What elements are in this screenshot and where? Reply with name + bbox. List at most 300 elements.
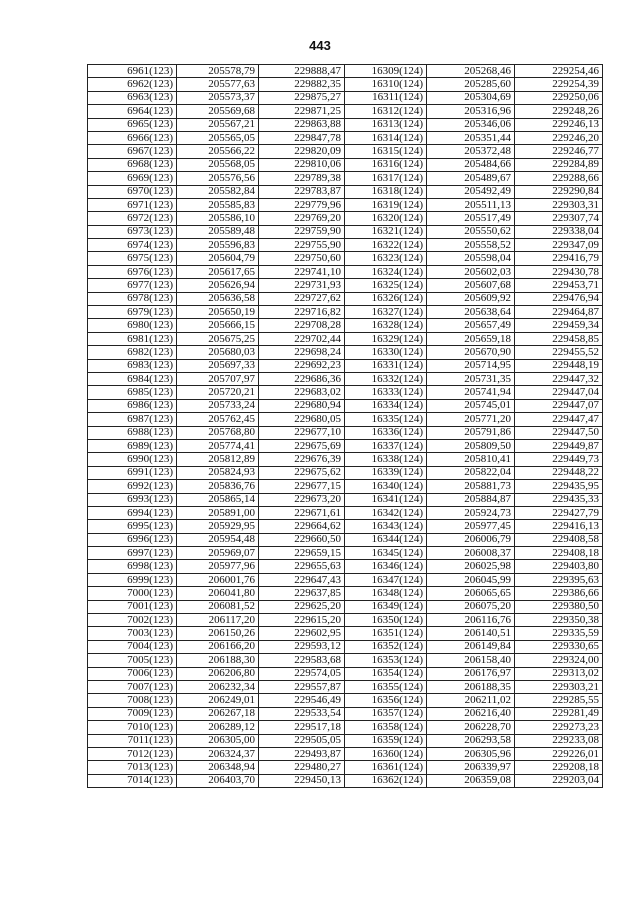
table-cell-y-left: 229755,90 bbox=[259, 239, 345, 252]
table-cell-point-id-right: 16347(124) bbox=[345, 573, 427, 586]
table-row bbox=[88, 252, 603, 265]
table-cell-y-right: 229395,63 bbox=[515, 573, 603, 586]
table-row bbox=[88, 372, 603, 385]
table-row bbox=[88, 587, 603, 600]
table-cell-x-left: 205650,19 bbox=[177, 306, 259, 319]
table-cell-point-id-left: 7000(123) bbox=[88, 587, 177, 600]
table-row bbox=[88, 332, 603, 345]
table-cell-point-id-right: 16324(124) bbox=[345, 265, 427, 278]
table-cell-y-right: 229338,04 bbox=[515, 225, 603, 238]
table-cell-x-left: 206188,30 bbox=[177, 654, 259, 667]
table-cell-x-left: 206305,00 bbox=[177, 734, 259, 747]
table-cell-x-right: 205489,67 bbox=[427, 172, 515, 185]
table-row bbox=[88, 654, 603, 667]
table-cell-y-right: 229248,26 bbox=[515, 105, 603, 118]
table-cell-y-left: 229677,10 bbox=[259, 426, 345, 439]
table-cell-point-id-left: 6975(123) bbox=[88, 252, 177, 265]
table-cell-y-right: 229273,23 bbox=[515, 721, 603, 734]
table-cell-y-left: 229702,44 bbox=[259, 332, 345, 345]
table-cell-x-left: 206117,20 bbox=[177, 614, 259, 627]
table-cell-y-left: 229675,69 bbox=[259, 439, 345, 452]
table-cell-y-left: 229505,05 bbox=[259, 734, 345, 747]
table-cell-x-left: 205589,48 bbox=[177, 225, 259, 238]
table-cell-point-id-right: 16353(124) bbox=[345, 654, 427, 667]
table-cell-y-left: 229493,87 bbox=[259, 747, 345, 760]
table-row bbox=[88, 480, 603, 493]
table-row bbox=[88, 118, 603, 131]
table-row bbox=[88, 319, 603, 332]
table-cell-x-left: 205576,56 bbox=[177, 172, 259, 185]
table-cell-x-right: 205346,06 bbox=[427, 118, 515, 131]
table-cell-x-left: 205954,48 bbox=[177, 533, 259, 546]
table-cell-y-right: 229448,22 bbox=[515, 466, 603, 479]
table-row bbox=[88, 172, 603, 185]
table-cell-x-right: 205492,49 bbox=[427, 185, 515, 198]
table-cell-point-id-left: 6969(123) bbox=[88, 172, 177, 185]
table-cell-x-left: 205582,84 bbox=[177, 185, 259, 198]
table-cell-point-id-right: 16362(124) bbox=[345, 774, 427, 787]
table-cell-y-left: 229783,87 bbox=[259, 185, 345, 198]
table-cell-point-id-left: 6997(123) bbox=[88, 547, 177, 560]
table-cell-point-id-left: 7001(123) bbox=[88, 600, 177, 613]
table-cell-x-left: 205577,63 bbox=[177, 78, 259, 91]
table-cell-point-id-left: 6961(123) bbox=[88, 65, 177, 78]
table-cell-point-id-right: 16339(124) bbox=[345, 466, 427, 479]
table-cell-point-id-right: 16320(124) bbox=[345, 212, 427, 225]
table-cell-y-left: 229759,90 bbox=[259, 225, 345, 238]
table-cell-y-left: 229683,02 bbox=[259, 386, 345, 399]
table-cell-x-left: 205697,33 bbox=[177, 359, 259, 372]
table-cell-y-left: 229602,95 bbox=[259, 627, 345, 640]
table-cell-y-right: 229250,06 bbox=[515, 91, 603, 104]
table-cell-point-id-left: 6962(123) bbox=[88, 78, 177, 91]
table-cell-y-left: 229871,25 bbox=[259, 105, 345, 118]
table-cell-y-right: 229350,38 bbox=[515, 614, 603, 627]
table-cell-y-right: 229447,47 bbox=[515, 413, 603, 426]
table-cell-x-right: 205316,96 bbox=[427, 105, 515, 118]
coordinates-table bbox=[87, 64, 603, 788]
table-cell-x-right: 205484,66 bbox=[427, 158, 515, 171]
table-cell-x-left: 205824,93 bbox=[177, 466, 259, 479]
table-cell-y-right: 229347,09 bbox=[515, 239, 603, 252]
table-row bbox=[88, 560, 603, 573]
table-cell-x-left: 205596,83 bbox=[177, 239, 259, 252]
table-cell-point-id-right: 16345(124) bbox=[345, 547, 427, 560]
table-cell-point-id-right: 16356(124) bbox=[345, 694, 427, 707]
table-cell-y-left: 229847,78 bbox=[259, 131, 345, 144]
table-cell-point-id-left: 7007(123) bbox=[88, 680, 177, 693]
table-cell-point-id-right: 16315(124) bbox=[345, 145, 427, 158]
table-cell-point-id-right: 16342(124) bbox=[345, 506, 427, 519]
table-row bbox=[88, 279, 603, 292]
table-cell-x-left: 205565,05 bbox=[177, 131, 259, 144]
table-cell-x-left: 205578,79 bbox=[177, 65, 259, 78]
table-cell-x-right: 205657,49 bbox=[427, 319, 515, 332]
table-cell-y-right: 229447,32 bbox=[515, 372, 603, 385]
table-row bbox=[88, 306, 603, 319]
table-cell-y-left: 229671,61 bbox=[259, 506, 345, 519]
table-cell-y-left: 229625,20 bbox=[259, 600, 345, 613]
table-cell-point-id-left: 6965(123) bbox=[88, 118, 177, 131]
coordinates-table-body bbox=[88, 65, 603, 788]
table-cell-y-right: 229427,79 bbox=[515, 506, 603, 519]
table-cell-x-left: 205626,94 bbox=[177, 279, 259, 292]
table-cell-y-left: 229546,49 bbox=[259, 694, 345, 707]
table-cell-y-left: 229716,82 bbox=[259, 306, 345, 319]
table-cell-point-id-left: 6989(123) bbox=[88, 439, 177, 452]
table-cell-point-id-left: 6968(123) bbox=[88, 158, 177, 171]
table-cell-x-right: 206025,98 bbox=[427, 560, 515, 573]
table-cell-x-left: 206289,12 bbox=[177, 721, 259, 734]
table-cell-y-left: 229677,15 bbox=[259, 480, 345, 493]
table-cell-x-right: 205881,73 bbox=[427, 480, 515, 493]
table-cell-y-left: 229660,50 bbox=[259, 533, 345, 546]
table-cell-x-left: 206206,80 bbox=[177, 667, 259, 680]
table-cell-point-id-left: 6974(123) bbox=[88, 239, 177, 252]
table-row bbox=[88, 466, 603, 479]
table-cell-y-left: 229888,47 bbox=[259, 65, 345, 78]
table-cell-point-id-right: 16332(124) bbox=[345, 372, 427, 385]
table-cell-y-right: 229288,66 bbox=[515, 172, 603, 185]
table-cell-x-right: 205268,46 bbox=[427, 65, 515, 78]
table-cell-point-id-left: 6971(123) bbox=[88, 198, 177, 211]
table-cell-point-id-left: 6996(123) bbox=[88, 533, 177, 546]
table-cell-point-id-right: 16340(124) bbox=[345, 480, 427, 493]
table-row bbox=[88, 198, 603, 211]
table-cell-y-right: 229453,71 bbox=[515, 279, 603, 292]
table-row bbox=[88, 439, 603, 452]
table-cell-point-id-right: 16360(124) bbox=[345, 747, 427, 760]
table-cell-x-left: 206232,34 bbox=[177, 680, 259, 693]
table-row bbox=[88, 145, 603, 158]
table-cell-point-id-left: 6966(123) bbox=[88, 131, 177, 144]
table-cell-point-id-right: 16349(124) bbox=[345, 600, 427, 613]
table-cell-x-left: 206081,52 bbox=[177, 600, 259, 613]
table-row bbox=[88, 359, 603, 372]
table-cell-x-left: 205774,41 bbox=[177, 439, 259, 452]
table-cell-x-right: 206116,76 bbox=[427, 614, 515, 627]
table-cell-point-id-right: 16318(124) bbox=[345, 185, 427, 198]
table-cell-x-left: 205707,97 bbox=[177, 372, 259, 385]
table-cell-y-right: 229459,34 bbox=[515, 319, 603, 332]
table-cell-point-id-right: 16313(124) bbox=[345, 118, 427, 131]
table-cell-y-right: 229430,78 bbox=[515, 265, 603, 278]
table-cell-point-id-left: 7013(123) bbox=[88, 761, 177, 774]
table-cell-point-id-left: 6987(123) bbox=[88, 413, 177, 426]
table-cell-x-right: 206188,35 bbox=[427, 680, 515, 693]
table-cell-point-id-right: 16355(124) bbox=[345, 680, 427, 693]
table-row bbox=[88, 520, 603, 533]
table-cell-x-right: 206305,96 bbox=[427, 747, 515, 760]
table-cell-x-right: 206293,58 bbox=[427, 734, 515, 747]
table-cell-x-right: 205285,60 bbox=[427, 78, 515, 91]
table-cell-x-left: 205680,03 bbox=[177, 346, 259, 359]
table-cell-x-right: 205304,69 bbox=[427, 91, 515, 104]
table-cell-point-id-right: 16341(124) bbox=[345, 493, 427, 506]
table-cell-x-right: 205745,01 bbox=[427, 399, 515, 412]
table-cell-y-right: 229416,13 bbox=[515, 520, 603, 533]
table-cell-y-right: 229246,77 bbox=[515, 145, 603, 158]
table-cell-point-id-left: 6963(123) bbox=[88, 91, 177, 104]
table-cell-y-right: 229416,79 bbox=[515, 252, 603, 265]
table-row bbox=[88, 573, 603, 586]
table-cell-point-id-left: 6978(123) bbox=[88, 292, 177, 305]
table-row bbox=[88, 761, 603, 774]
table-cell-x-right: 206008,37 bbox=[427, 547, 515, 560]
table-cell-point-id-left: 6980(123) bbox=[88, 319, 177, 332]
table-cell-x-left: 206403,70 bbox=[177, 774, 259, 787]
table-cell-x-left: 206041,80 bbox=[177, 587, 259, 600]
table-cell-point-id-left: 6992(123) bbox=[88, 480, 177, 493]
table-cell-point-id-left: 6967(123) bbox=[88, 145, 177, 158]
table-row bbox=[88, 158, 603, 171]
table-cell-y-left: 229731,93 bbox=[259, 279, 345, 292]
table-cell-point-id-right: 16316(124) bbox=[345, 158, 427, 171]
table-cell-y-right: 229303,21 bbox=[515, 680, 603, 693]
table-cell-point-id-left: 6991(123) bbox=[88, 466, 177, 479]
table-cell-x-right: 206149,84 bbox=[427, 640, 515, 653]
table-cell-point-id-right: 16311(124) bbox=[345, 91, 427, 104]
table-cell-x-left: 205762,45 bbox=[177, 413, 259, 426]
table-cell-x-left: 206001,76 bbox=[177, 573, 259, 586]
table-row bbox=[88, 413, 603, 426]
table-cell-point-id-right: 16334(124) bbox=[345, 399, 427, 412]
table-cell-point-id-right: 16328(124) bbox=[345, 319, 427, 332]
table-cell-y-right: 229403,80 bbox=[515, 560, 603, 573]
table-cell-x-left: 206249,01 bbox=[177, 694, 259, 707]
table-cell-point-id-right: 16337(124) bbox=[345, 439, 427, 452]
table-cell-y-right: 229447,07 bbox=[515, 399, 603, 412]
table-cell-point-id-right: 16323(124) bbox=[345, 252, 427, 265]
table-cell-point-id-left: 6976(123) bbox=[88, 265, 177, 278]
table-row bbox=[88, 614, 603, 627]
table-row bbox=[88, 640, 603, 653]
table-cell-x-right: 205659,18 bbox=[427, 332, 515, 345]
table-cell-x-right: 206228,70 bbox=[427, 721, 515, 734]
table-cell-y-left: 229863,88 bbox=[259, 118, 345, 131]
table-cell-y-left: 229647,43 bbox=[259, 573, 345, 586]
table-cell-point-id-right: 16333(124) bbox=[345, 386, 427, 399]
table-cell-y-right: 229449,73 bbox=[515, 453, 603, 466]
table-cell-y-right: 229408,18 bbox=[515, 547, 603, 560]
table-row bbox=[88, 547, 603, 560]
table-cell-x-left: 205617,65 bbox=[177, 265, 259, 278]
table-row bbox=[88, 65, 603, 78]
table-row bbox=[88, 694, 603, 707]
table-cell-x-left: 205666,15 bbox=[177, 319, 259, 332]
table-cell-point-id-right: 16335(124) bbox=[345, 413, 427, 426]
table-cell-y-left: 229686,36 bbox=[259, 372, 345, 385]
table-row bbox=[88, 680, 603, 693]
table-cell-x-right: 205517,49 bbox=[427, 212, 515, 225]
table-cell-point-id-right: 16350(124) bbox=[345, 614, 427, 627]
table-row bbox=[88, 734, 603, 747]
table-cell-point-id-right: 16343(124) bbox=[345, 520, 427, 533]
table-cell-point-id-right: 16336(124) bbox=[345, 426, 427, 439]
table-cell-x-left: 205768,80 bbox=[177, 426, 259, 439]
table-cell-point-id-right: 16314(124) bbox=[345, 131, 427, 144]
table-cell-y-right: 229290,84 bbox=[515, 185, 603, 198]
table-cell-point-id-left: 7002(123) bbox=[88, 614, 177, 627]
table-cell-point-id-left: 6995(123) bbox=[88, 520, 177, 533]
table-cell-point-id-left: 6977(123) bbox=[88, 279, 177, 292]
table-cell-y-left: 229593,12 bbox=[259, 640, 345, 653]
table-cell-x-right: 205884,87 bbox=[427, 493, 515, 506]
table-row bbox=[88, 131, 603, 144]
table-cell-x-left: 206348,94 bbox=[177, 761, 259, 774]
table-cell-x-right: 205977,45 bbox=[427, 520, 515, 533]
table-row bbox=[88, 346, 603, 359]
table-cell-y-left: 229680,05 bbox=[259, 413, 345, 426]
table-cell-point-id-left: 7012(123) bbox=[88, 747, 177, 760]
table-row bbox=[88, 91, 603, 104]
table-cell-x-left: 205836,76 bbox=[177, 480, 259, 493]
table-cell-point-id-left: 7005(123) bbox=[88, 654, 177, 667]
table-cell-y-left: 229675,62 bbox=[259, 466, 345, 479]
table-row bbox=[88, 265, 603, 278]
table-row bbox=[88, 721, 603, 734]
table-cell-point-id-right: 16338(124) bbox=[345, 453, 427, 466]
table-cell-point-id-left: 7006(123) bbox=[88, 667, 177, 680]
table-cell-y-right: 229447,50 bbox=[515, 426, 603, 439]
table-cell-x-right: 206140,51 bbox=[427, 627, 515, 640]
table-cell-point-id-left: 7014(123) bbox=[88, 774, 177, 787]
table-cell-y-right: 229246,13 bbox=[515, 118, 603, 131]
table-cell-point-id-left: 6972(123) bbox=[88, 212, 177, 225]
table-row bbox=[88, 426, 603, 439]
table-cell-x-right: 205638,64 bbox=[427, 306, 515, 319]
table-row bbox=[88, 667, 603, 680]
table-cell-y-left: 229615,20 bbox=[259, 614, 345, 627]
table-row bbox=[88, 386, 603, 399]
table-row bbox=[88, 78, 603, 91]
table-cell-point-id-right: 16354(124) bbox=[345, 667, 427, 680]
table-cell-x-right: 205602,03 bbox=[427, 265, 515, 278]
table-cell-x-left: 206267,18 bbox=[177, 707, 259, 720]
table-cell-x-right: 205810,41 bbox=[427, 453, 515, 466]
table-cell-y-left: 229480,27 bbox=[259, 761, 345, 774]
table-cell-y-right: 229435,95 bbox=[515, 480, 603, 493]
table-cell-point-id-left: 6981(123) bbox=[88, 332, 177, 345]
table-cell-y-left: 229750,60 bbox=[259, 252, 345, 265]
table-row bbox=[88, 493, 603, 506]
table-cell-point-id-left: 6990(123) bbox=[88, 453, 177, 466]
table-cell-point-id-right: 16344(124) bbox=[345, 533, 427, 546]
table-cell-x-right: 205741,94 bbox=[427, 386, 515, 399]
table-cell-x-right: 205809,50 bbox=[427, 439, 515, 452]
table-cell-point-id-left: 7009(123) bbox=[88, 707, 177, 720]
table-cell-x-left: 205569,68 bbox=[177, 105, 259, 118]
table-cell-point-id-right: 16312(124) bbox=[345, 105, 427, 118]
table-cell-y-right: 229447,04 bbox=[515, 386, 603, 399]
table-cell-point-id-right: 16352(124) bbox=[345, 640, 427, 653]
table-cell-point-id-right: 16351(124) bbox=[345, 627, 427, 640]
table-cell-x-left: 205891,00 bbox=[177, 506, 259, 519]
table-cell-point-id-right: 16348(124) bbox=[345, 587, 427, 600]
table-cell-y-right: 229408,58 bbox=[515, 533, 603, 546]
table-cell-y-right: 229285,55 bbox=[515, 694, 603, 707]
table-cell-x-right: 205511,13 bbox=[427, 198, 515, 211]
table-row bbox=[88, 292, 603, 305]
table-cell-y-right: 229281,49 bbox=[515, 707, 603, 720]
table-cell-x-right: 206339,97 bbox=[427, 761, 515, 774]
table-cell-point-id-left: 6979(123) bbox=[88, 306, 177, 319]
table-row bbox=[88, 627, 603, 640]
table-cell-x-left: 205636,58 bbox=[177, 292, 259, 305]
table-row bbox=[88, 105, 603, 118]
table-cell-point-id-right: 16361(124) bbox=[345, 761, 427, 774]
table-cell-y-left: 229583,68 bbox=[259, 654, 345, 667]
table-row bbox=[88, 747, 603, 760]
table-cell-y-right: 229324,00 bbox=[515, 654, 603, 667]
table-cell-y-left: 229450,13 bbox=[259, 774, 345, 787]
table-cell-y-left: 229779,96 bbox=[259, 198, 345, 211]
table-cell-point-id-right: 16346(124) bbox=[345, 560, 427, 573]
table-cell-y-left: 229655,63 bbox=[259, 560, 345, 573]
table-cell-x-right: 206211,02 bbox=[427, 694, 515, 707]
table-cell-y-right: 229208,18 bbox=[515, 761, 603, 774]
table-cell-x-right: 206075,20 bbox=[427, 600, 515, 613]
table-cell-x-right: 206359,08 bbox=[427, 774, 515, 787]
table-cell-x-left: 206324,37 bbox=[177, 747, 259, 760]
table-cell-y-left: 229810,06 bbox=[259, 158, 345, 171]
table-cell-y-right: 229449,87 bbox=[515, 439, 603, 452]
table-cell-x-left: 205720,21 bbox=[177, 386, 259, 399]
table-cell-point-id-right: 16309(124) bbox=[345, 65, 427, 78]
table-cell-x-left: 205604,79 bbox=[177, 252, 259, 265]
table-cell-x-right: 206065,65 bbox=[427, 587, 515, 600]
table-cell-point-id-right: 16359(124) bbox=[345, 734, 427, 747]
table-cell-point-id-right: 16326(124) bbox=[345, 292, 427, 305]
table-cell-x-right: 206006,79 bbox=[427, 533, 515, 546]
table-cell-point-id-right: 16358(124) bbox=[345, 721, 427, 734]
table-cell-x-left: 206150,26 bbox=[177, 627, 259, 640]
table-cell-point-id-left: 7011(123) bbox=[88, 734, 177, 747]
table-cell-y-right: 229458,85 bbox=[515, 332, 603, 345]
table-row bbox=[88, 707, 603, 720]
table-cell-point-id-left: 6984(123) bbox=[88, 372, 177, 385]
table-cell-point-id-right: 16330(124) bbox=[345, 346, 427, 359]
table-cell-point-id-left: 7010(123) bbox=[88, 721, 177, 734]
table-cell-y-left: 229741,10 bbox=[259, 265, 345, 278]
table-cell-y-left: 229676,39 bbox=[259, 453, 345, 466]
table-row bbox=[88, 506, 603, 519]
table-cell-y-right: 229476,94 bbox=[515, 292, 603, 305]
table-cell-point-id-left: 7003(123) bbox=[88, 627, 177, 640]
table-row bbox=[88, 185, 603, 198]
table-cell-y-right: 229386,66 bbox=[515, 587, 603, 600]
table-cell-y-right: 229203,04 bbox=[515, 774, 603, 787]
page-number: 443 bbox=[309, 38, 331, 53]
table-cell-y-left: 229664,62 bbox=[259, 520, 345, 533]
table-cell-x-left: 205568,05 bbox=[177, 158, 259, 171]
table-cell-y-left: 229820,09 bbox=[259, 145, 345, 158]
table-cell-x-left: 205733,24 bbox=[177, 399, 259, 412]
table-cell-x-right: 205924,73 bbox=[427, 506, 515, 519]
table-row bbox=[88, 600, 603, 613]
table-cell-y-right: 229435,33 bbox=[515, 493, 603, 506]
table-cell-point-id-left: 6988(123) bbox=[88, 426, 177, 439]
table-cell-point-id-left: 6986(123) bbox=[88, 399, 177, 412]
table-cell-point-id-right: 16325(124) bbox=[345, 279, 427, 292]
table-cell-x-left: 206166,20 bbox=[177, 640, 259, 653]
table-cell-y-left: 229698,24 bbox=[259, 346, 345, 359]
table-cell-x-right: 205714,95 bbox=[427, 359, 515, 372]
table-cell-y-right: 229246,20 bbox=[515, 131, 603, 144]
table-cell-x-right: 205607,68 bbox=[427, 279, 515, 292]
table-cell-y-left: 229574,05 bbox=[259, 667, 345, 680]
table-cell-y-left: 229517,18 bbox=[259, 721, 345, 734]
